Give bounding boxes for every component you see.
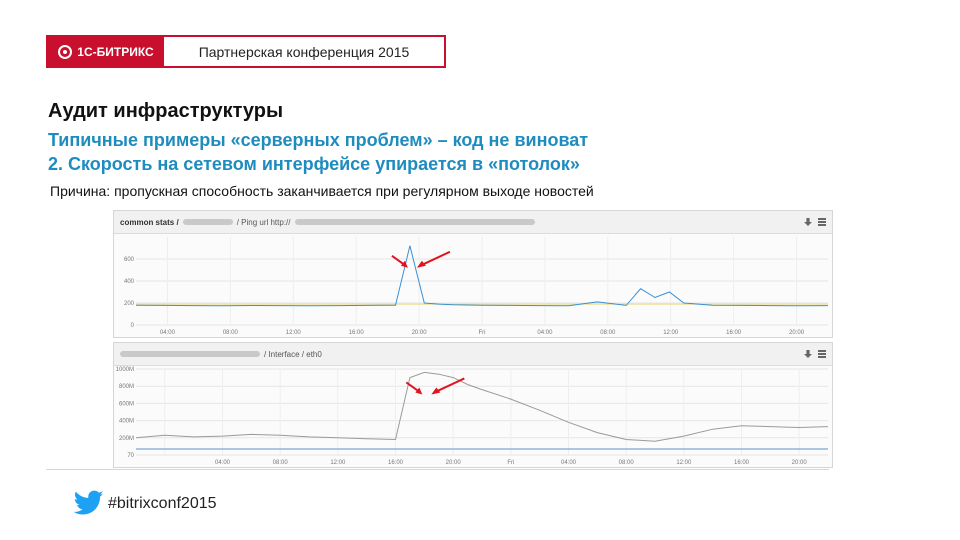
download-icon[interactable]: [804, 350, 812, 358]
download-icon[interactable]: [804, 218, 812, 226]
panel-label-mid: / Interface / eth0: [264, 349, 322, 359]
redacted-url: [295, 219, 535, 225]
panel-actions: [804, 218, 826, 226]
slide-title: Аудит инфраструктуры: [48, 100, 284, 122]
ping-chart: [114, 233, 832, 337]
subtitle-line-1: Типичные примеры «серверных проблем» – код не виноват: [48, 130, 589, 150]
y-tick-label: 70: [127, 453, 134, 459]
redacted-text: [183, 219, 233, 225]
x-tick-label: 20:00: [789, 330, 805, 336]
x-tick-label: 08:00: [272, 460, 288, 466]
x-tick-label: 16:00: [726, 330, 742, 336]
x-tick-label: 16:00: [733, 460, 750, 466]
x-tick-label: 08:00: [600, 330, 616, 336]
x-tick-label: 08:00: [222, 330, 238, 336]
x-tick-label: Fri: [507, 460, 515, 466]
interface-chart: [114, 365, 832, 467]
x-tick-label: 20:00: [411, 330, 427, 336]
y-tick-label: 200: [123, 301, 134, 307]
x-tick-label: 20:00: [445, 460, 461, 466]
ping-chart-panel: [113, 210, 833, 338]
x-tick-label: 20:00: [791, 460, 807, 466]
x-tick-label: 12:00: [676, 460, 692, 466]
x-tick-label: 12:00: [330, 460, 346, 466]
bitrix-logo: [48, 37, 164, 66]
logo-text: 1С-БИТРИКС: [77, 44, 154, 59]
cause-text: Причина: пропускная способность заканчивается при регулярном выходе новостей: [50, 183, 594, 199]
y-tick-label: 200M: [118, 435, 134, 442]
y-tick-label: 0: [130, 323, 134, 329]
panel-actions: [804, 350, 826, 358]
panel-header: [114, 343, 832, 366]
y-tick-label: 1000M: [115, 367, 134, 373]
x-tick-label: 04:00: [537, 330, 553, 336]
annotation-arrow: [434, 378, 464, 392]
twitter-bird-icon: [74, 490, 104, 516]
x-tick-label: Fri: [478, 330, 486, 336]
y-tick-label: 600M: [118, 401, 134, 408]
x-tick-label: 16:00: [348, 330, 364, 336]
panel-label-left: common stats /: [120, 217, 179, 227]
hashtag: #bitrixconf2015: [108, 495, 217, 512]
x-tick-label: 16:00: [387, 460, 404, 466]
x-tick-label: 04:00: [214, 460, 231, 466]
x-tick-label: 08:00: [618, 460, 634, 466]
y-tick-label: 400: [123, 279, 134, 285]
series-line: [136, 372, 828, 441]
slide-subtitle: [48, 128, 588, 176]
header-bar: [46, 35, 446, 68]
redacted-text: [120, 351, 260, 357]
annotation-arrowhead: [417, 261, 426, 268]
y-tick-label: 600: [123, 257, 134, 263]
footer-divider: [46, 469, 829, 470]
conference-title: Партнерская конференция 2015: [198, 43, 410, 60]
interface-chart-panel: [113, 342, 833, 468]
x-tick-label: 12:00: [663, 330, 679, 336]
x-tick-label: 04:00: [159, 330, 175, 336]
x-tick-label: 04:00: [560, 460, 577, 466]
annotation-arrowhead: [431, 387, 440, 394]
bitrix-logo-icon: [58, 45, 72, 59]
x-tick-label: 12:00: [285, 330, 301, 336]
panel-label-mid: / Ping url http://: [236, 217, 291, 227]
y-tick-label: 400M: [118, 418, 134, 425]
menu-icon[interactable]: [818, 218, 826, 226]
menu-icon[interactable]: [818, 350, 826, 358]
subtitle-line-2: 2. Скорость на сетевом интерфейсе упирается в «потолок»: [48, 154, 580, 174]
y-tick-label: 800M: [118, 384, 134, 391]
panel-header: [114, 211, 832, 234]
